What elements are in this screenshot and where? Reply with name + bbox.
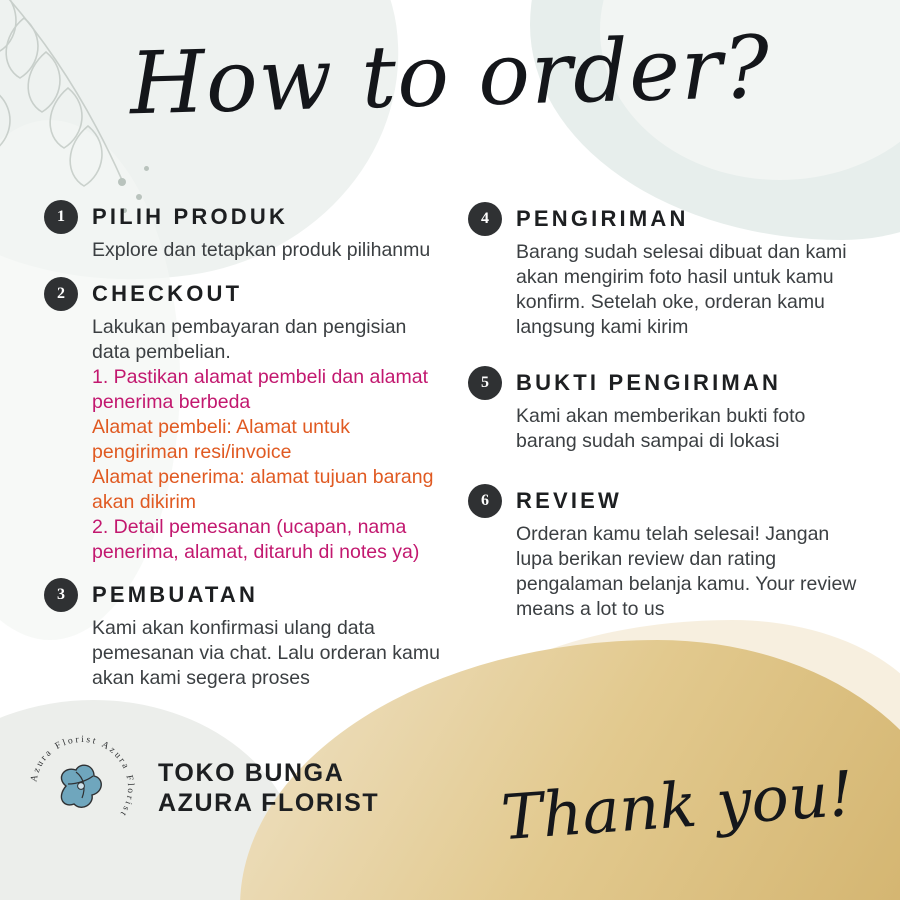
step-2-note-pink-1: 1. Pastikan alamat pembeli dan alamat penerima berbeda	[92, 365, 429, 413]
step-3-title: PEMBUATAN	[92, 582, 259, 608]
step-6-body	[516, 522, 868, 622]
steps-columns	[44, 200, 868, 705]
logo	[22, 728, 142, 848]
step-5-header	[468, 366, 868, 400]
step-4-body-text: Barang sudah selesai dibuat dan kami akan mengirim foto hasil untuk kamu konfirm. Setelah oke, orderan kamu langsung kami kirim	[516, 241, 847, 338]
step-2-number-badge: 2	[44, 277, 78, 311]
brand-line-2: AZURA FLORIST	[158, 789, 380, 817]
step-2-note-pink-2: 2. Detail pemesanan (ucapan, nama penerima, alamat, ditaruh di notes ya)	[92, 515, 420, 563]
page-title: How to order?	[128, 17, 772, 135]
step-1-body	[92, 238, 444, 263]
step-3-body	[92, 616, 444, 691]
step-6-body-text: Orderan kamu telah selesai! Jangan lupa berikan review dan rating pengalaman belanja kamu. Your review means a lot to us	[516, 522, 857, 620]
step-2-note-orange-1: Alamat pembeli: Alamat untuk pengiriman resi/invoice	[92, 415, 350, 463]
step-6-number-badge: 6	[468, 484, 502, 518]
step-2-body	[92, 315, 444, 565]
step-1-number-badge: 1	[44, 200, 78, 234]
step-5-number-badge: 5	[468, 366, 502, 400]
step-1-title: PILIH PRODUK	[92, 204, 289, 229]
step-item-5	[468, 366, 868, 454]
step-5-title: BUKTI PENGIRIMAN	[516, 369, 782, 395]
step-2-title: CHECKOUT	[92, 280, 243, 306]
thank-you-text: Thank you!	[499, 756, 857, 855]
step-3-body-text: Kami akan konfirmasi ulang data pemesanan via chat. Lalu orderan kamu akan kami segera proses	[92, 617, 440, 690]
steps-column-right	[468, 200, 868, 705]
step-3-number-badge: 3	[44, 578, 78, 612]
step-5-body	[516, 404, 868, 454]
step-5-body-text: Kami akan memberikan bukti foto barang sudah sampai di lokasi	[516, 404, 806, 452]
brand-name	[158, 758, 379, 818]
step-2-body-text: Lakukan pembayaran dan pengisian data pembelian.	[92, 315, 407, 363]
step-3-header	[44, 578, 444, 612]
step-6-header	[468, 484, 868, 518]
step-item-2	[44, 277, 444, 565]
brand-line-1: TOKO BUNGA	[158, 759, 345, 787]
step-6-title: REVIEW	[516, 487, 622, 513]
step-4-number-badge: 4	[468, 202, 502, 236]
step-2-note-orange-2: Alamat penerima: alamat tujuan barang akan dikirim	[92, 465, 434, 513]
step-4-body	[516, 240, 868, 340]
step-item-4	[468, 202, 868, 340]
brand-block	[22, 728, 379, 848]
steps-column-left	[44, 200, 444, 705]
step-1-body-text: Explore dan tetapkan produk pilihanmu	[92, 239, 431, 261]
step-item-1	[44, 200, 444, 263]
step-2-header	[44, 277, 444, 311]
logo-ring-text: Azura Florist Azura Florist	[29, 734, 136, 820]
azura-florist-logo-icon	[22, 728, 142, 848]
step-4-header	[468, 202, 868, 236]
step-4-title: PENGIRIMAN	[516, 206, 689, 231]
step-item-3	[44, 578, 444, 691]
step-item-6	[468, 484, 868, 622]
step-1-header	[44, 200, 444, 234]
